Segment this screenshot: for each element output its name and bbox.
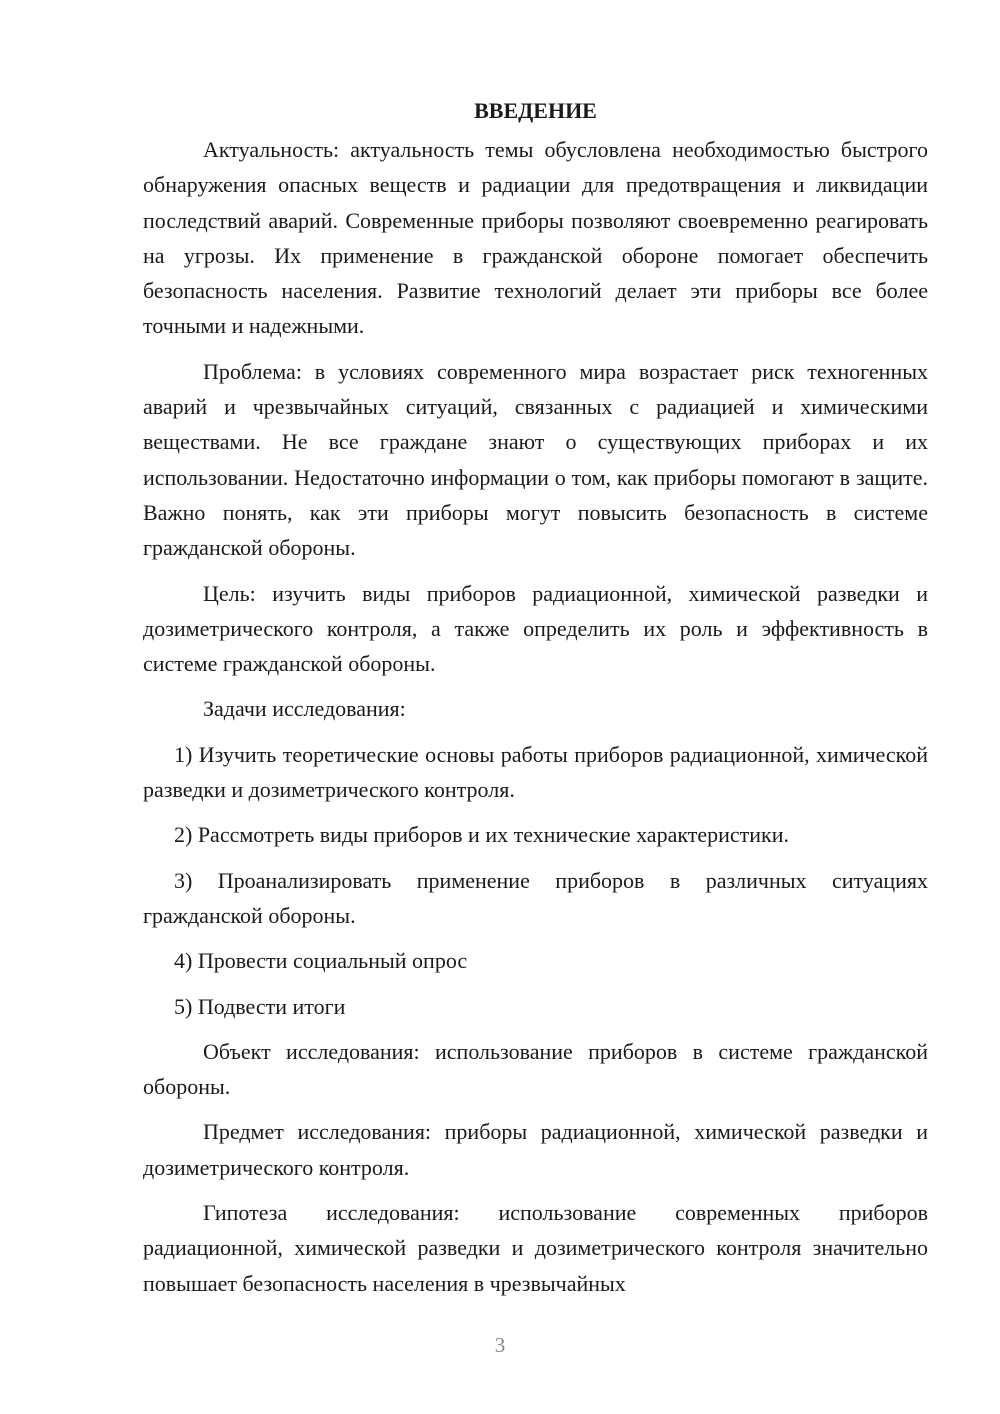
page-number: 3 bbox=[494, 1333, 506, 1357]
paragraph-goal: Цель: изучить виды приборов радиационной, химической разведки и дозиметрического контроля, а также определить их роль и эффективность в системе гражданской обороны. bbox=[143, 580, 928, 677]
paragraph-object: Объект исследования: использование приборов в системе гражданской обороны. bbox=[143, 1038, 928, 1100]
tasks-list bbox=[143, 737, 928, 1024]
list-item: 2) Рассмотреть виды приборов и их технические характеристики. bbox=[174, 822, 790, 848]
paragraph-relevance: Актуальность: актуальность темы обусловлена необходимостью быстрого обнаружения опасных веществ и радиации для предотвращения и ликвидации последствий аварий. Современные приборы позволяют своевременно реагировать на угрозы. Их применение в гражданской обороне помогает обеспечить безопасность населения. Развитие технологий делает эти приборы все более точными и надежными. bbox=[143, 137, 928, 339]
paragraph-subject: Предмет исследования: приборы радиационной, химической разведки и дозиметрического контроля. bbox=[143, 1119, 928, 1180]
list-item: 4) Провести социальный опрос bbox=[174, 948, 468, 974]
document-page bbox=[143, 93, 928, 1311]
paragraph-problem: Проблема: в условиях современного мира возрастает риск техногенных аварий и чрезвычайных ситуаций, связанных с радиацией и химическими веществами. Не все граждане знают о существующих приборах и их использовании. Недостаточно информации о том, как приборы помогают в защите. Важно понять, как эти приборы могут повысить безопасность в системе гражданской обороны. bbox=[143, 358, 928, 561]
paragraph-hypothesis: Гипотеза исследования: использование современных приборов радиационной, химической разведки и дозиметрического контроля значительно повышает безопасность населения в чрезвычайных bbox=[143, 1200, 928, 1296]
list-item: 1) Изучить теоретические основы работы приборов радиационной, химической разведки и дозиметрического контроля. bbox=[143, 741, 928, 803]
list-item: 3) Проанализировать применение приборов в различных ситуациях гражданской обороны. bbox=[143, 867, 928, 928]
paragraph-tasks-heading: Задачи исследования: bbox=[203, 696, 406, 722]
section-title: ВВЕДЕНИЕ bbox=[474, 98, 597, 123]
list-item: 5) Подвести итоги bbox=[174, 993, 346, 1019]
